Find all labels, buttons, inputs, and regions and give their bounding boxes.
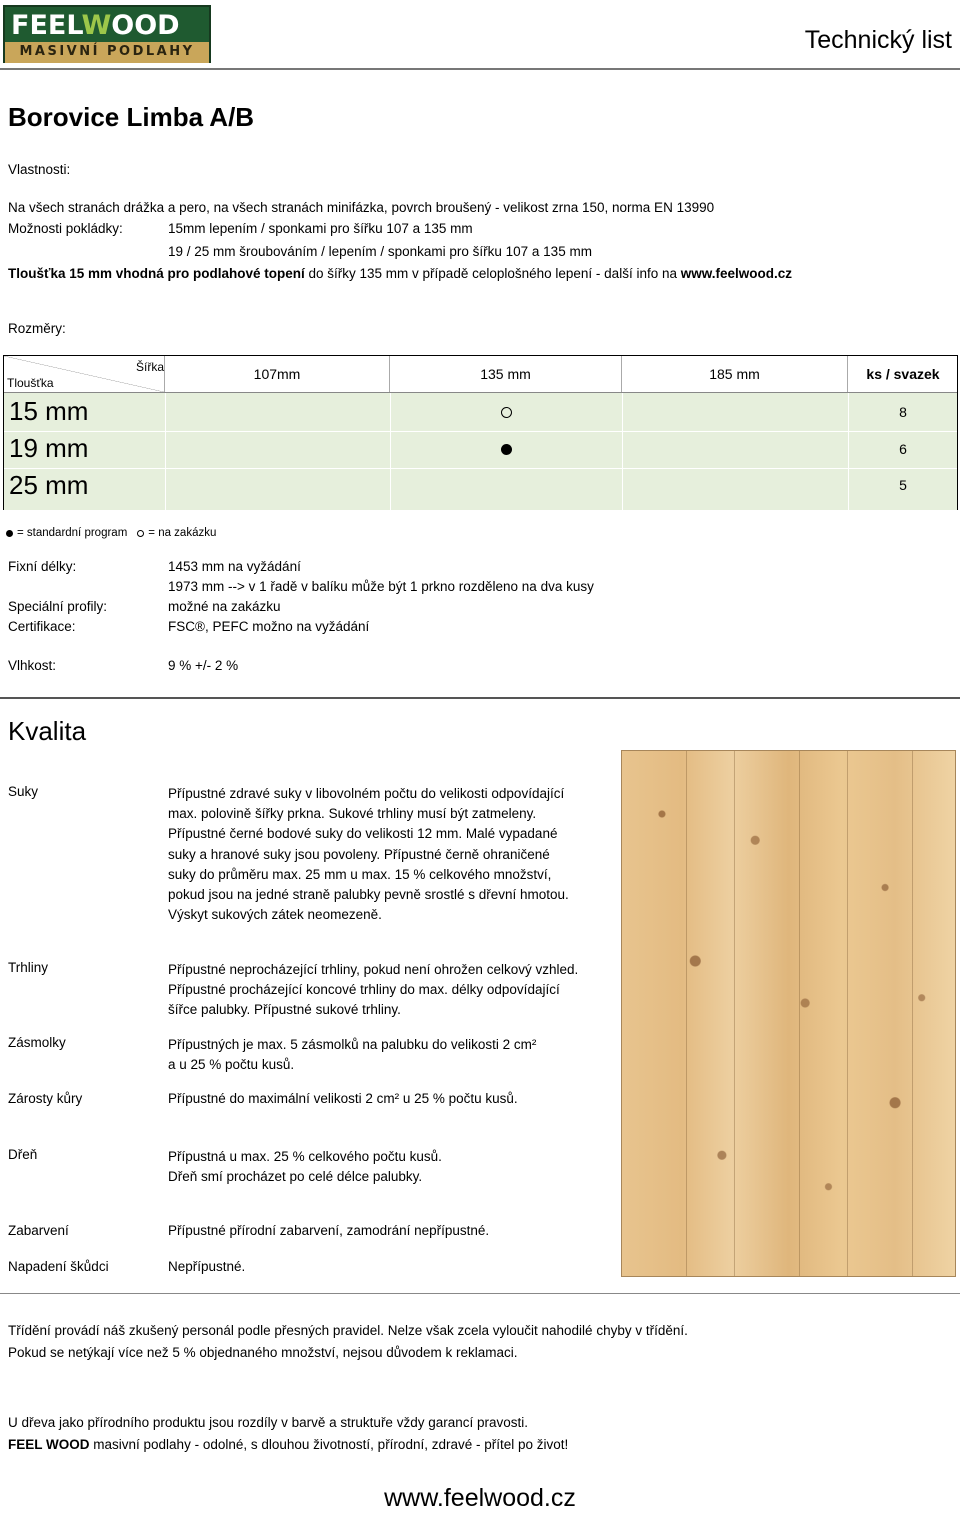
dren-text bbox=[168, 1147, 442, 1187]
vlastnosti-heading: Vlastnosti: bbox=[8, 162, 71, 177]
zabarveni-value: Přípustné přírodní zabarvení, zamodrání nepřípustné. bbox=[168, 1223, 490, 1238]
col-header-bundle: ks / svazek bbox=[866, 366, 940, 382]
footer-divider bbox=[0, 1293, 960, 1294]
zarosty-value: Přípustné do maximální velikosti 2 cm² u 25 % počtu kusů. bbox=[168, 1091, 518, 1106]
col-header-185: 185 mm bbox=[622, 356, 848, 392]
dren-label: Dřeň bbox=[8, 1147, 38, 1162]
legend-standard: = standardní program bbox=[17, 527, 128, 539]
fixed-length-2: 1973 mm --> v 1 řadě v balíku může být 1 prkno rozděleno na dva kusy bbox=[168, 579, 594, 594]
slogan-rest: masivní podlahy - odolné, s dlouhou životností, přírodní, zdravé - přítel po život! bbox=[89, 1437, 569, 1452]
dimensions-table bbox=[3, 355, 958, 510]
zabarveni-label: Zabarvení bbox=[8, 1223, 69, 1238]
laying-option-2: 19 / 25 mm šroubováním / lepením / sponkami pro šířku 107 a 135 mm bbox=[168, 244, 592, 259]
row15-135-open-circle bbox=[501, 407, 512, 418]
product-title: Borovice Limba A/B bbox=[8, 102, 255, 132]
filled-circle-icon bbox=[6, 530, 13, 537]
zasmolky-line: a u 25 % počtu kusů. bbox=[168, 1057, 295, 1073]
quality-divider bbox=[0, 697, 960, 699]
col-header-135: 135 mm bbox=[390, 356, 622, 392]
laying-label: Možnosti pokládky: bbox=[8, 221, 123, 236]
heating-rest: do šířky 135 mm v případě celoplošného lepení - další info na bbox=[304, 266, 681, 281]
logo-subtitle: MASIVNÍ PODLAHY bbox=[19, 44, 195, 59]
trhliny-line: Přípustné neprocházející trhliny, pokud není ohrožen celkový vzhled. bbox=[168, 962, 579, 977]
heating-bold: Tloušťka 15 mm vhodná pro podlahové topení bbox=[8, 266, 305, 281]
sorting-note-2: Pokud se netýkají více než 5 % objednaného množství, nejsou důvodem k reklamaci. bbox=[8, 1345, 518, 1360]
legend-custom: = na zakázku bbox=[148, 527, 217, 539]
laying-option-1: 15mm lepením / sponkami pro šířku 107 a 135 mm bbox=[168, 221, 473, 236]
document-type: Technický list bbox=[804, 26, 952, 54]
suky-line: pokud jsou na jedné straně palubky pevně srostlé s dřevní hmotou. bbox=[168, 887, 569, 903]
certification-label: Certifikace: bbox=[8, 619, 76, 634]
moisture-label: Vlhkost: bbox=[8, 658, 57, 673]
certification-value: FSC®, PEFC možno na vyžádání bbox=[168, 619, 370, 634]
heating-link[interactable]: www.feelwood.cz bbox=[680, 266, 792, 281]
slogan bbox=[8, 1437, 568, 1452]
row25-bundle: 5 bbox=[899, 477, 907, 493]
sorting-note-1: Třídění provádí náš zkušený personál podle přesných pravidel. Nelze však zcela vyloučit nahodilé chyby v třídění. bbox=[8, 1323, 688, 1338]
suky-line: Přípustné zdravé suky v libovolném počtu do velikosti odpovídající bbox=[168, 786, 565, 801]
row-thickness-25: 25 mm bbox=[9, 470, 89, 500]
trhliny-label: Trhliny bbox=[8, 960, 49, 975]
feelwood-logo bbox=[3, 5, 211, 63]
col-header-107: 107mm bbox=[165, 356, 390, 392]
row19-bundle: 6 bbox=[899, 441, 907, 457]
website-link[interactable]: www.feelwood.cz bbox=[384, 1484, 576, 1512]
skudci-label: Napadení škůdci bbox=[8, 1259, 109, 1274]
suky-line: Přípustné černé bodové suky do velikosti 12 mm. Malé vypadané bbox=[168, 826, 558, 842]
dren-line: Dřeň smí procházet po celé délce palubky. bbox=[168, 1169, 423, 1185]
row15-bundle: 8 bbox=[899, 404, 907, 420]
rozmery-heading: Rozměry: bbox=[8, 321, 66, 336]
logo-wordmark: FEELWOOD bbox=[11, 10, 180, 41]
table-corner bbox=[4, 356, 165, 392]
fixed-lengths-label: Fixní délky: bbox=[8, 559, 77, 574]
corner-thickness-label: Tloušťka bbox=[7, 376, 54, 390]
vlastnosti-line1: Na všech stranách drážka a pero, na všech stranách minifázka, povrch broušený - velikost zrna 150, norma EN 13990 bbox=[8, 200, 715, 215]
heating-note bbox=[8, 266, 792, 281]
trhliny-line: Přípustné procházející koncové trhliny do max. délky odpovídající bbox=[168, 982, 560, 998]
slogan-brand: FEEL WOOD bbox=[8, 1437, 90, 1452]
trhliny-line: šířce palubky. Přípustné sukové trhliny. bbox=[168, 1002, 401, 1018]
open-circle-icon bbox=[137, 530, 144, 537]
moisture-value: 9 % +/- 2 % bbox=[168, 658, 239, 673]
header-divider bbox=[0, 68, 960, 70]
row-thickness-15: 15 mm bbox=[9, 396, 89, 426]
fixed-length-1: 1453 mm na vyžádání bbox=[168, 559, 301, 574]
zasmolky-text bbox=[168, 1035, 536, 1075]
natural-note: U dřeva jako přírodního produktu jsou rozdíly v barvě a struktuře vždy garancí pravosti. bbox=[8, 1415, 529, 1430]
suky-label: Suky bbox=[8, 784, 39, 799]
suky-line: suky do průměru max. 25 mm u max. 15 % celkového množství, bbox=[168, 866, 552, 882]
table-legend bbox=[6, 527, 216, 539]
zasmolky-line: Přípustných je max. 5 zásmolků na palubku do velikosti 2 cm² bbox=[168, 1037, 537, 1052]
table-body-bg bbox=[4, 393, 957, 510]
quality-heading: Kvalita bbox=[8, 716, 87, 746]
wood-sample-photo bbox=[621, 750, 956, 1277]
zarosty-label: Zárosty kůry bbox=[8, 1091, 83, 1106]
suky-line: suky a hranové suky jsou povoleny. Přípustné černě ohraničené bbox=[168, 846, 550, 862]
dren-line: Přípustná u max. 25 % celkového počtu kusů. bbox=[168, 1149, 442, 1164]
corner-width-label: Šířka bbox=[136, 360, 165, 374]
suky-line: max. polovině šířky prkna. Sukové trhliny musí být zatmeleny. bbox=[168, 806, 537, 822]
trhliny-text bbox=[168, 960, 578, 1021]
skudci-value: Nepřípustné. bbox=[168, 1259, 246, 1274]
profiles-value: možné na zakázku bbox=[168, 599, 281, 614]
row19-135-filled-circle bbox=[501, 444, 512, 455]
suky-text bbox=[168, 784, 569, 925]
suky-line: Výskyt sukových zátek neomezeně. bbox=[168, 907, 382, 923]
profiles-label: Speciální profily: bbox=[8, 599, 108, 614]
zasmolky-label: Zásmolky bbox=[8, 1035, 66, 1050]
row-thickness-19: 19 mm bbox=[9, 433, 89, 463]
